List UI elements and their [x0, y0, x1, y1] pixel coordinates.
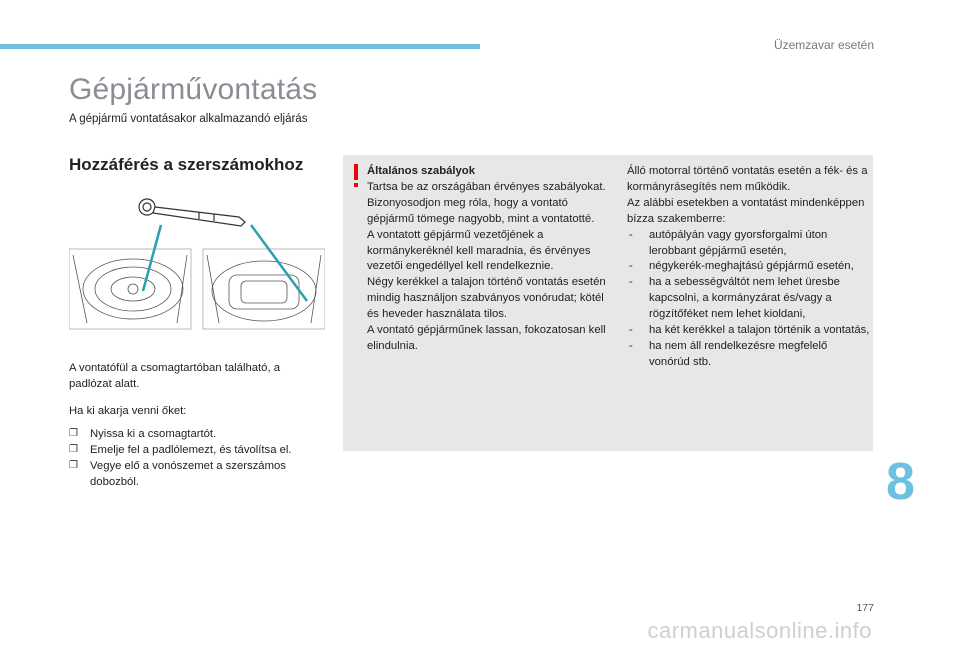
list-item: - ha két kerékkel a talajon történik a vontatás, [627, 323, 871, 339]
stopped-engine-text: Álló motorral történő vontatás esetén a fék- és a kormányrásegítés nem működik. Az alábbi esetekben a vontatást mindenképpen bízza szakemberre: [627, 165, 868, 225]
watermark: carmanualsonline.info [647, 618, 872, 643]
checkbox-icon: ❐ [69, 428, 78, 439]
checkbox-icon: ❐ [69, 444, 78, 455]
list-item: - autópályán vagy gyorsforgalmi úton lerobbant gépjármű esetén, [627, 228, 871, 260]
section-title: Hozzáférés a szerszámokhoz [69, 155, 304, 174]
stopped-engine-column [627, 164, 871, 371]
steps-list [69, 426, 329, 490]
page-number: 177 [856, 602, 874, 614]
trunk-left-drawing [69, 249, 191, 329]
list-item: - ha nem áll rendelkezésre megfelelő vonórúd stb. [627, 339, 871, 371]
rules-heading: Általános szabályok [367, 165, 475, 177]
towing-eye-tool [139, 199, 245, 226]
rules-text: Tartsa be az országában érvényes szabályokat. Bizonyosodjon meg róla, hogy a vontató gépjármű tömege nagyobb, mint a vontatotté. A vontatott gépjármű vezetőjének a kormánykeréknél kell maradnia, és érvényes vezetői engedéllyel kell rendelkeznie. Négy kerékkel a talajon történő vontatás esetén mindig használjon szabványos vonórudat; kötél és heveder használata tilos. A vontató gépjárműnek lassan, fokozatosan kell elindulnia. [367, 180, 606, 352]
towing-eye-illustration [69, 195, 325, 330]
professional-cases-list [627, 228, 871, 371]
list-item: - négykerék-meghajtású gépjármű esetén, [627, 259, 871, 275]
list-item: ❐ Emelje fel a padlólemezt, és távolítsa el. [69, 444, 292, 456]
location-text: A vontatófül a csomagtartóban található, a padlózat alatt. [69, 362, 281, 390]
exclamation-icon [351, 164, 361, 188]
general-rules-column [367, 164, 607, 355]
steps-intro: Ha ki akarja venni őket: [69, 405, 187, 417]
trunk-right-drawing [203, 249, 325, 329]
page-title: Gépjárművontatás [69, 73, 318, 106]
chapter-header: Üzemzavar esetén [773, 38, 874, 52]
chapter-number: 8 [886, 453, 915, 511]
list-item: - ha a sebességváltót nem lehet üresbe kapcsolni, a kormányzárat és/vagy a rögzítőféket nem lehet kioldani, [627, 275, 871, 323]
header-accent-bar [0, 44, 480, 49]
list-item: ❐ Nyissa ki a csomagtartót. [69, 428, 217, 440]
page-subtitle: A gépjármű vontatásakor alkalmazandó eljárás [69, 113, 308, 125]
checkbox-icon: ❐ [69, 460, 78, 471]
list-item: ❐ Vegye elő a vonószemet a szerszámos dobozból. [69, 460, 286, 488]
